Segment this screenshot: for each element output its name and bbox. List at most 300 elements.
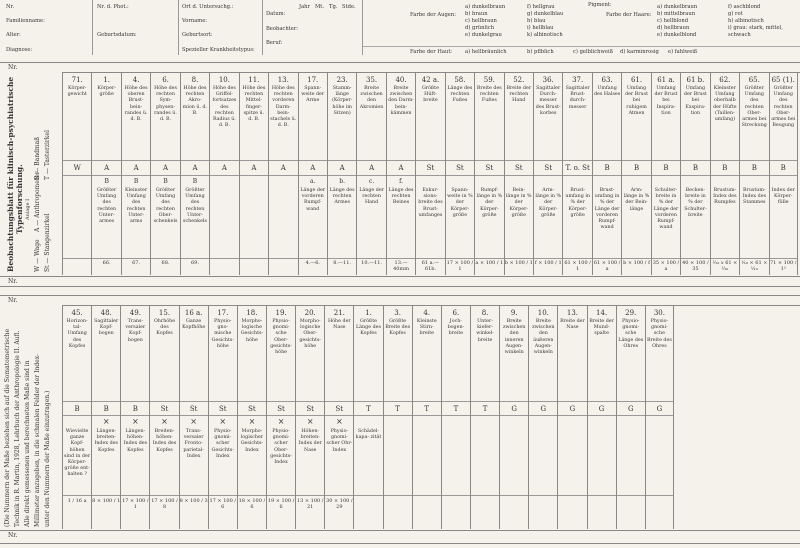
side-note-line5: unter den Nummern der Maße einzutragen.) bbox=[44, 390, 51, 527]
header-ort: Ort d. Untersuchg.: bbox=[182, 4, 234, 10]
upper-column bbox=[386, 72, 415, 275]
row-separator bbox=[121, 415, 149, 416]
index-formula: 13 × 100 / 21 bbox=[296, 498, 324, 510]
index-description: Brust- umfang in % der Länge der vorderen Rumpf- wand bbox=[594, 188, 620, 231]
upper-column bbox=[298, 72, 327, 275]
instrument-code: G bbox=[627, 405, 634, 413]
lower-column bbox=[499, 305, 528, 529]
instrument-code: A bbox=[310, 164, 316, 172]
side-note-line2: Technik in R. Martin, 1928, Lehrbuch der Anthropologie II. Aufl. bbox=[14, 330, 21, 527]
index-label: a. bbox=[309, 178, 316, 185]
row-separator bbox=[622, 160, 650, 161]
index-description: Schulter- breite in % der Länge der vorderen Rumpf- wand bbox=[653, 188, 679, 231]
legend-t: T — Tasterzirkel bbox=[44, 130, 51, 180]
row-separator bbox=[652, 258, 680, 259]
measure-description: Morpho- logische Gesichts- höhe bbox=[240, 319, 264, 343]
upper-column bbox=[180, 72, 209, 275]
header-spez-krankheitstypus: Spezieller Krankheitstypus: bbox=[182, 47, 255, 53]
upper-column bbox=[121, 72, 150, 275]
instrument-code: B bbox=[663, 164, 669, 172]
row-separator bbox=[357, 175, 385, 176]
cross-mark: × bbox=[190, 417, 197, 426]
row-separator bbox=[740, 160, 768, 161]
measure-number: 37. bbox=[572, 76, 584, 84]
row-separator bbox=[357, 160, 385, 161]
measure-number: 13. bbox=[277, 76, 289, 84]
measure-number: 13. bbox=[566, 309, 579, 317]
instrument-code: G bbox=[540, 405, 547, 413]
measure-number: 62. bbox=[719, 76, 731, 84]
measure-number: 4. bbox=[423, 309, 431, 317]
row-separator bbox=[299, 175, 327, 176]
row-separator bbox=[475, 175, 503, 176]
index-formula: b × 100 / f bbox=[623, 260, 650, 266]
index-description: Längen- höhen- Index des Kopfes bbox=[123, 429, 148, 453]
side-title-block bbox=[0, 72, 62, 275]
upper-column bbox=[680, 72, 709, 275]
measure-number: 61 b. bbox=[686, 76, 705, 84]
index-description: Länge des rechten Armes bbox=[329, 188, 355, 206]
measure-description: Höhe des rechten Akro- mion ü. d. B. bbox=[182, 86, 208, 116]
upper-column bbox=[150, 72, 179, 275]
row-separator bbox=[529, 495, 557, 496]
measure-description: Größte Breite des Kopfes bbox=[385, 319, 411, 337]
measure-description: Horizon- tal- Umfang des Kopfes bbox=[66, 319, 88, 349]
measure-description: Höhe des rechten vorderen Darm- bein- stachels ü. d. B. bbox=[270, 86, 297, 129]
index-label: B bbox=[163, 178, 168, 185]
instrument-code: B bbox=[132, 405, 138, 413]
skin-color-a: a) hellbräunlich bbox=[465, 49, 507, 55]
instrument-code: A bbox=[398, 164, 404, 172]
instrument-code: A bbox=[104, 164, 110, 172]
index-formula: 10.—11. bbox=[361, 260, 383, 266]
index-description: Größter Umfang des rechten Ober- schenkels bbox=[153, 188, 178, 225]
row-separator bbox=[534, 175, 562, 176]
row-separator bbox=[529, 401, 557, 402]
index-formula: 40 × 100 / 35 bbox=[682, 260, 709, 272]
measure-description: Körper- größe bbox=[97, 86, 116, 98]
measure-description: Größter Umfang des rechten Ober- armes bei Beugung bbox=[771, 86, 796, 129]
row-separator bbox=[681, 160, 709, 161]
row-separator bbox=[354, 495, 382, 496]
index-description: Brustum- Index des Stammes bbox=[742, 188, 767, 206]
row-separator bbox=[63, 495, 91, 496]
row-separator bbox=[617, 415, 645, 416]
row-separator bbox=[63, 415, 91, 416]
index-formula: 17 × 100 / 1 bbox=[446, 260, 474, 272]
header-beruf: Beruf: bbox=[266, 40, 283, 46]
index-description: Brustum- Index des Rumpfes bbox=[713, 188, 737, 206]
lower-column bbox=[266, 305, 295, 529]
measure-number: 17. bbox=[217, 309, 229, 317]
index-formula: 19 × 100 / 6 bbox=[267, 498, 295, 510]
instrument-code: A bbox=[280, 164, 286, 172]
measure-description: Unter- kiefer- winkel- breite bbox=[476, 319, 494, 343]
index-formula: 69. bbox=[190, 260, 199, 266]
index-formula: 8.—11. bbox=[333, 260, 352, 266]
row-separator bbox=[92, 175, 120, 176]
lower-column bbox=[441, 305, 470, 529]
row-separator bbox=[681, 175, 709, 176]
measure-number: 15. bbox=[158, 309, 171, 317]
measure-description: Breite zwischen den Darm- bein- kämmen bbox=[388, 86, 414, 116]
cross-mark: × bbox=[306, 417, 314, 426]
measure-description: Körper- gewicht bbox=[67, 86, 87, 98]
row-separator bbox=[646, 415, 673, 416]
row-separator bbox=[92, 495, 120, 496]
row-separator bbox=[210, 175, 238, 176]
instrument-code: A bbox=[369, 164, 375, 172]
upper-column bbox=[268, 72, 297, 275]
instrument-code: St bbox=[514, 164, 523, 172]
lower-column bbox=[616, 305, 645, 529]
row-separator bbox=[563, 160, 591, 161]
row-separator bbox=[296, 401, 324, 402]
index-description: Exkur- sions- breite des Brust- umfanges bbox=[418, 188, 443, 218]
measure-description: Breite der rechten Hand bbox=[506, 86, 532, 104]
row-separator bbox=[588, 401, 616, 402]
upper-column bbox=[621, 72, 650, 275]
measure-description: Höhe des rechten Mittel- finger- spitze ü. d. B. bbox=[242, 86, 266, 123]
cross-mark: × bbox=[277, 417, 285, 426]
row-separator bbox=[534, 160, 562, 161]
instrument-code: T bbox=[395, 405, 400, 413]
index-formula: 30 × 100 / 29 bbox=[326, 498, 353, 510]
instrument-code: St bbox=[248, 405, 256, 413]
lower-column bbox=[295, 305, 324, 529]
index-description: Länge der vorderen Rumpf- wand bbox=[300, 188, 326, 212]
measure-description: Physio- gno- mische Gesichts- höhe bbox=[211, 319, 234, 349]
index-description: Größter Umfang des rechten Unter- schenkels bbox=[183, 188, 207, 225]
row-separator bbox=[652, 175, 680, 176]
eye-colors-b: f) hellgrau g) dunkelblau h) blau i) hellblau k) albinotisch bbox=[527, 4, 564, 38]
index-formula: 8 × 100 / 3 bbox=[179, 498, 208, 504]
hair-colors-a: a) dunkelbraun b) mittelbraun c) hellblond d) hellbraun e) dunkelblond bbox=[657, 4, 698, 38]
measure-number: 6. bbox=[452, 309, 460, 317]
row-separator bbox=[121, 495, 149, 496]
cross-mark: × bbox=[335, 417, 343, 426]
row-separator bbox=[296, 495, 324, 496]
index-description: Bein- länge in % der Körper- größe bbox=[505, 188, 532, 218]
index-formula: 8 × 100 / 1 bbox=[92, 498, 121, 504]
instrument-code: B bbox=[692, 164, 698, 172]
measure-description: Umfang der Brust bei ruhigem Atmen bbox=[625, 86, 649, 116]
row-separator bbox=[558, 495, 586, 496]
skin-color-d: d) karminrosig bbox=[620, 49, 659, 55]
measure-description: Physio- gnomi- sche Ober- gesichts- höhe bbox=[270, 319, 292, 356]
lower-column bbox=[412, 305, 441, 529]
row-separator bbox=[500, 401, 528, 402]
index-label: c. bbox=[368, 178, 375, 185]
measure-number: 1. bbox=[103, 76, 110, 84]
index-description: Trans- versaler Fronto- parietal- Index bbox=[183, 429, 204, 459]
measure-number: 30. bbox=[653, 309, 665, 317]
measure-description: Höhe des oberen Brust- bein- randes ü. d. B. bbox=[124, 86, 148, 123]
row-separator bbox=[180, 401, 208, 402]
row-separator bbox=[269, 160, 297, 161]
instrument-code: G bbox=[656, 405, 663, 413]
row-separator bbox=[442, 415, 470, 416]
index-description: Arm- länge in % der Bein- länge bbox=[623, 188, 650, 212]
index-formula: 61 × 100 / a bbox=[593, 260, 621, 272]
measure-number: 8. bbox=[481, 309, 489, 317]
row-separator bbox=[740, 175, 768, 176]
instrument-code: A bbox=[221, 164, 227, 172]
index-description: Wievielte ganze Kopf- höhen sind in der Körper- größe ent- halten ? bbox=[64, 429, 91, 478]
measure-number: 1. bbox=[365, 309, 372, 317]
instrument-code: A bbox=[163, 164, 169, 172]
measure-number: 61. bbox=[630, 76, 643, 84]
measure-number: 58. bbox=[454, 76, 466, 84]
row-separator bbox=[387, 160, 415, 161]
index-label: B bbox=[104, 178, 109, 185]
instrument-code: St bbox=[306, 405, 314, 413]
measure-description: Morpho- logische Ober- gesichts- höhe bbox=[299, 319, 322, 349]
row-separator bbox=[652, 160, 680, 161]
row-separator bbox=[646, 495, 673, 496]
instrument-code: W bbox=[73, 164, 81, 172]
row-separator bbox=[416, 258, 444, 259]
instrument-code: B bbox=[604, 164, 610, 172]
measure-description: Umfang des Halses bbox=[593, 86, 621, 98]
row-separator bbox=[740, 258, 768, 259]
lower-column bbox=[62, 305, 91, 529]
row-separator bbox=[475, 160, 503, 161]
row-separator bbox=[500, 495, 528, 496]
measure-description: Kleinste Stirn- breite bbox=[416, 319, 437, 337]
row-separator bbox=[269, 175, 297, 176]
row-separator bbox=[269, 258, 297, 259]
row-separator bbox=[505, 258, 533, 259]
index-formula: 61 a.—61b. bbox=[421, 260, 440, 272]
lower-column bbox=[324, 305, 353, 529]
lower-column bbox=[120, 305, 149, 529]
row-separator bbox=[238, 401, 266, 402]
measure-description: Ohrhöhe des Kopfes bbox=[153, 319, 176, 337]
lower-column bbox=[470, 305, 499, 529]
index-label: f. bbox=[399, 178, 403, 185]
header-jahr: Jahr bbox=[299, 4, 310, 10]
measure-number: 63. bbox=[601, 76, 613, 84]
lower-column bbox=[383, 305, 412, 529]
index-description: Physio- gnomi- scher Ober- gesichts- Index bbox=[270, 429, 292, 466]
measure-description: Physio- gnomi- sche Breite des Ohres bbox=[646, 319, 672, 349]
index-description: Größter Umfang des rechten Unter- armes bbox=[96, 188, 117, 225]
upper-column bbox=[62, 72, 91, 275]
measure-description: Höhe des Griffel- fortsatzes des rechten Radius ü. d. B. bbox=[212, 86, 237, 129]
measure-number: 65 (1). bbox=[771, 76, 795, 84]
row-separator bbox=[150, 401, 178, 402]
index-formula: 17 × 100 / 6 bbox=[209, 498, 237, 510]
upper-measurement-grid bbox=[62, 72, 798, 275]
row-separator bbox=[384, 495, 412, 496]
row-separator bbox=[92, 401, 120, 402]
row-separator bbox=[267, 401, 295, 402]
index-label: b. bbox=[339, 178, 346, 185]
measure-description: Breite des rechten Fußes bbox=[476, 86, 502, 104]
row-separator bbox=[209, 415, 237, 416]
measure-description: Spann- weite der Arme bbox=[301, 86, 325, 104]
header-farbe-haut: Farbe der Haut: bbox=[410, 49, 453, 55]
row-separator bbox=[505, 160, 533, 161]
row-separator bbox=[413, 495, 441, 496]
instrument-code: A bbox=[192, 164, 198, 172]
header-alter: Alter: bbox=[6, 32, 21, 38]
upper-column bbox=[91, 72, 120, 275]
row-separator bbox=[92, 415, 120, 416]
row-separator bbox=[770, 175, 797, 176]
measure-number: 6. bbox=[162, 76, 169, 84]
side-note-line3: Alle direkt gemessenen und berechneten Maße sind in bbox=[24, 360, 31, 527]
measure-number: 14. bbox=[596, 309, 608, 317]
header-datum: Datum: bbox=[266, 11, 286, 17]
index-formula: 61 × 100 / 1 bbox=[564, 260, 591, 272]
row-separator bbox=[558, 401, 586, 402]
instrument-code: A bbox=[133, 164, 139, 172]
row-separator bbox=[384, 415, 412, 416]
header-vorname: Vorname: bbox=[182, 18, 208, 24]
index-formula: 68. bbox=[161, 260, 170, 266]
measure-description: Breite zwischen den Akromien bbox=[359, 86, 384, 110]
row-separator bbox=[446, 160, 474, 161]
nr-row-1: Nr. bbox=[0, 62, 800, 73]
row-separator bbox=[413, 415, 441, 416]
index-formula: 67. bbox=[132, 260, 141, 266]
measure-description: Stamm- länge (Körper- höhe im Sitzen) bbox=[331, 86, 353, 116]
row-separator bbox=[296, 415, 324, 416]
index-description: Länge des rechten Beines bbox=[388, 188, 414, 206]
index-label: B bbox=[133, 178, 139, 185]
header-geburtsdatum: Geburtsdatum: bbox=[97, 32, 137, 38]
measure-number: 11. bbox=[248, 76, 260, 84]
row-separator bbox=[210, 258, 238, 259]
row-separator bbox=[328, 160, 356, 161]
measure-number: 4. bbox=[132, 76, 140, 84]
nr-row-3: Nr. bbox=[0, 295, 800, 306]
index-description: Schädel- kapa- zität bbox=[355, 429, 382, 441]
instrument-code: St bbox=[277, 405, 285, 413]
row-separator bbox=[384, 401, 412, 402]
measure-number: 21. bbox=[333, 309, 345, 317]
measure-number: 45. bbox=[71, 309, 83, 317]
instrument-code: G bbox=[511, 405, 517, 413]
legend-b: B — Bandmaß bbox=[34, 136, 41, 180]
row-separator bbox=[325, 495, 353, 496]
row-separator bbox=[593, 258, 621, 259]
index-description: Länge der rechten Hand bbox=[359, 188, 384, 206]
lower-column bbox=[91, 305, 120, 529]
row-separator bbox=[711, 258, 739, 259]
header-block bbox=[0, 0, 800, 62]
index-description: Morpho- logischer Gesichts- Index bbox=[240, 429, 264, 453]
side-title-line1: Beobachtungsblatt für klinisch-psychiatrische bbox=[6, 76, 15, 272]
index-description: Physio- gnomi- scher Ohr- Index bbox=[326, 429, 353, 453]
row-separator bbox=[150, 495, 178, 496]
row-separator bbox=[416, 175, 444, 176]
upper-column bbox=[533, 72, 562, 275]
measure-description: Umfang der Brust bei Inspira- tion bbox=[654, 86, 678, 116]
measure-number: 48. bbox=[100, 309, 112, 317]
header-farbe-augen: Farbe der Augen: bbox=[410, 12, 456, 18]
index-description: Längen- breiten- Index des Kopfes bbox=[94, 429, 118, 453]
upper-column bbox=[239, 72, 268, 275]
row-separator bbox=[92, 258, 120, 259]
row-separator bbox=[210, 160, 238, 161]
side-title-line2: Typenforschung. bbox=[15, 164, 24, 234]
index-description: Index der Körper- fülle bbox=[771, 188, 795, 206]
instrument-code: B bbox=[103, 405, 109, 413]
hair-colors-b: f) aschblond g) rot h) albinotisch i) grau: stark, mittel, schwach bbox=[728, 4, 783, 38]
row-separator bbox=[122, 258, 150, 259]
measure-number: 8. bbox=[191, 76, 199, 84]
index-description: Kleinster Umfang des rechten Unter- arms bbox=[125, 188, 148, 225]
nr-row-4: Nr. bbox=[0, 530, 800, 544]
measure-number: 29. bbox=[625, 309, 637, 317]
row-separator bbox=[63, 401, 91, 402]
instrument-code: St bbox=[160, 405, 169, 413]
row-separator bbox=[475, 258, 503, 259]
header-beobachter: Beobachter: bbox=[266, 26, 299, 32]
measure-description: Umfang der Brust bei Exspira- tion bbox=[683, 86, 707, 116]
row-separator bbox=[63, 160, 91, 161]
instrument-code: B bbox=[751, 164, 757, 172]
cross-mark: × bbox=[219, 417, 227, 426]
upper-column bbox=[710, 72, 739, 275]
cross-mark: × bbox=[248, 417, 256, 426]
instrument-code: St bbox=[456, 164, 464, 172]
measure-number: 65. bbox=[748, 76, 760, 84]
lower-measurement-grid bbox=[62, 305, 674, 529]
row-separator bbox=[122, 160, 150, 161]
row-separator bbox=[299, 258, 327, 259]
row-separator bbox=[63, 258, 91, 259]
row-separator bbox=[558, 415, 586, 416]
row-separator bbox=[238, 495, 266, 496]
measure-description: Breite der Nase bbox=[560, 319, 585, 331]
row-separator bbox=[92, 160, 120, 161]
measure-number: 71. bbox=[71, 76, 83, 84]
index-description: Arm- länge in % der Körper- größe bbox=[535, 188, 562, 218]
row-separator bbox=[354, 401, 382, 402]
row-separator bbox=[711, 175, 739, 176]
instrument-code: St bbox=[426, 164, 435, 172]
upper-column bbox=[209, 72, 238, 275]
side-note-block bbox=[0, 305, 62, 529]
skin-color-e: e) fahlweiß bbox=[668, 49, 698, 55]
side-note-line4: Millimeter anzugeben, in die schmalen Felder der Index- bbox=[34, 353, 41, 527]
header-nr-photo: Nr. d. Phot.: bbox=[97, 4, 129, 10]
measure-number: 16 a. bbox=[184, 309, 203, 317]
row-separator bbox=[240, 160, 268, 161]
row-separator bbox=[240, 258, 268, 259]
legend-a: A — Anthropometer bbox=[34, 171, 41, 232]
upper-column bbox=[356, 72, 385, 275]
row-separator bbox=[593, 175, 621, 176]
measure-description: Größte Länge des Kopfes bbox=[356, 319, 381, 337]
row-separator bbox=[121, 401, 149, 402]
measure-number: 20. bbox=[304, 309, 316, 317]
row-separator bbox=[181, 175, 209, 176]
index-formula: 1 / 16 a bbox=[67, 498, 87, 504]
measure-description: Breite der Mund- spalte bbox=[589, 319, 614, 337]
row-separator bbox=[446, 175, 474, 176]
row-separator bbox=[770, 160, 797, 161]
measure-description: Breite zwischen den äußeren Augen- winkeln bbox=[532, 319, 555, 356]
index-formula: a × 100 / 1 bbox=[475, 260, 504, 266]
lower-column bbox=[179, 305, 208, 529]
measure-description: Kleinster Umfang oberhalb der Hüfte (Taillen- umfang) bbox=[713, 86, 737, 123]
header-mt: Mt. bbox=[315, 4, 325, 10]
